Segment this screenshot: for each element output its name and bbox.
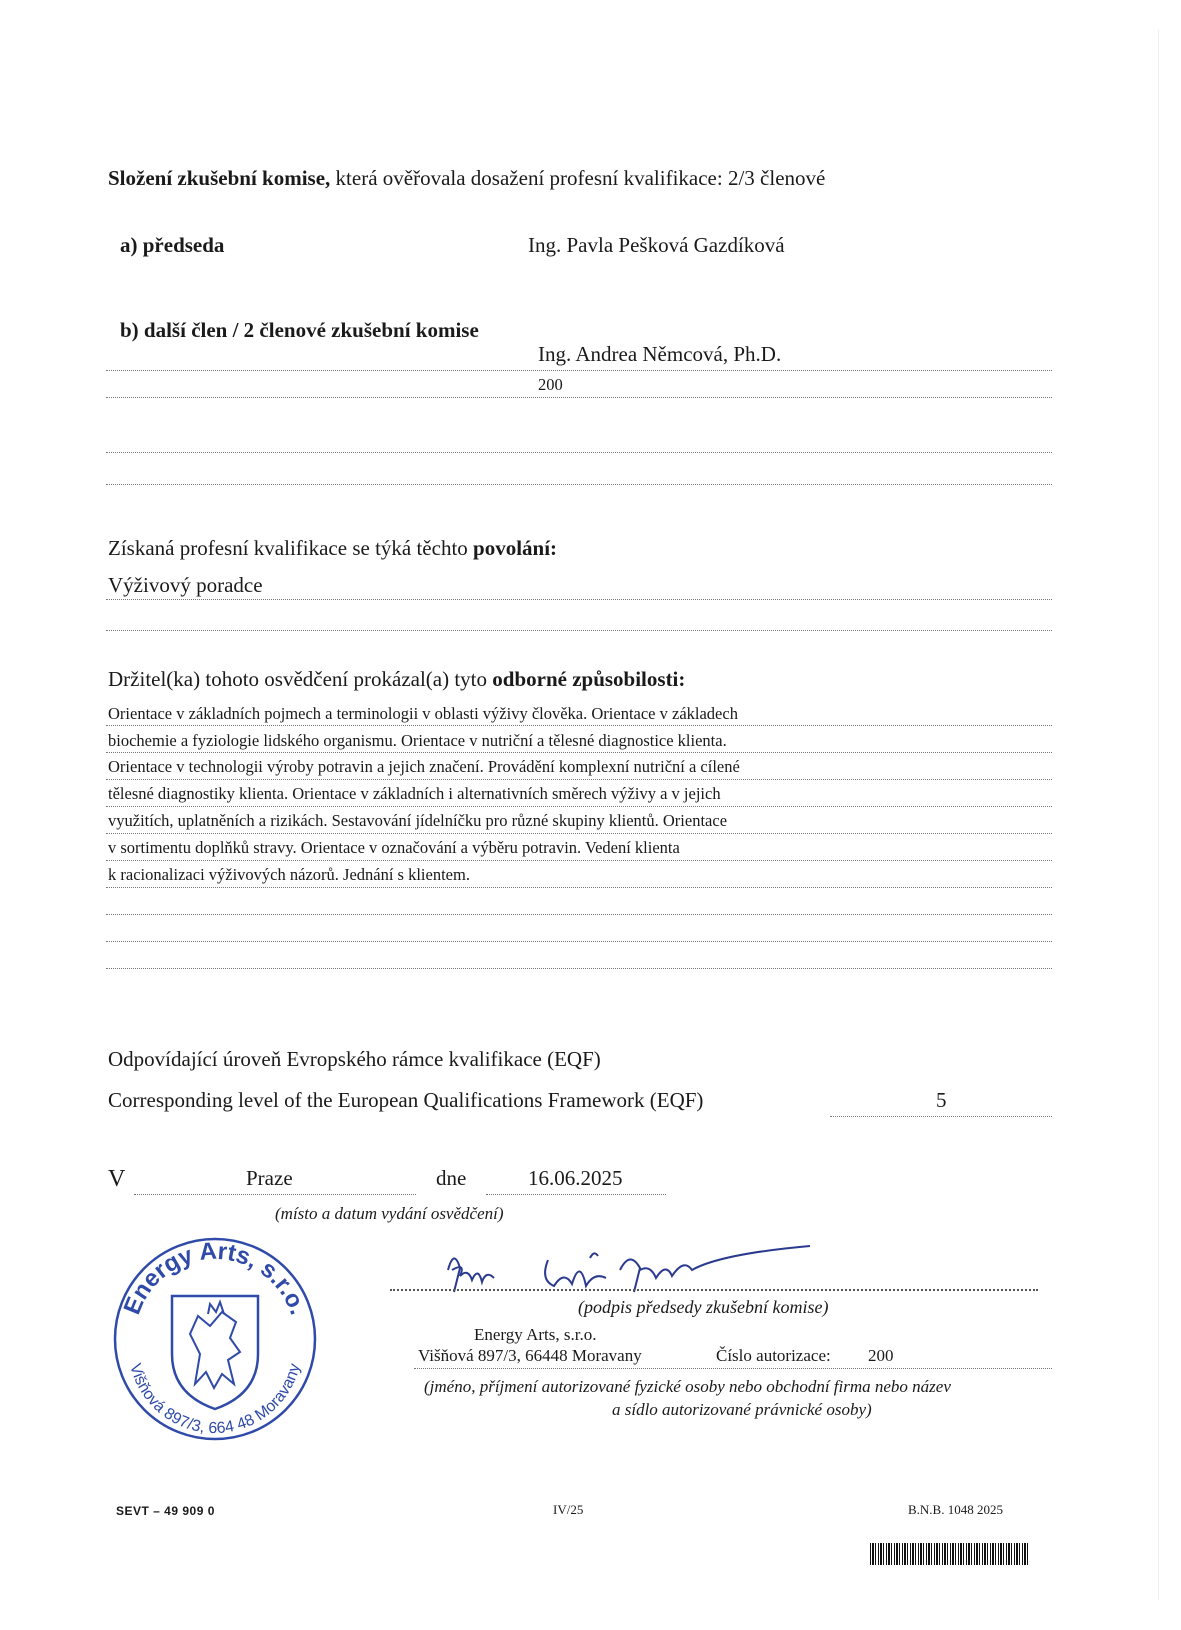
serial-barcode	[870, 1543, 1030, 1565]
authority-company: Energy Arts, s.r.o.	[474, 1325, 597, 1344]
competency-line-5: využitích, uplatněních a rizikách. Sestavování jídelníčku pro různé skupiny klientů. Orientace	[108, 811, 728, 830]
issue-caption: (místo a datum vydání osvědčení)	[275, 1204, 504, 1223]
authority-line	[414, 1368, 1052, 1369]
issue-place: Praze	[246, 1166, 293, 1190]
stamp-text-bottom: Višňová 897/3, 664 48 Moravany	[126, 1361, 304, 1438]
competency-rule-10	[106, 968, 1052, 969]
authority-caption-1: (jméno, příjmení autorizované fyzické osoby nebo obchodní firma nebo název	[424, 1377, 951, 1396]
authority-address: Višňová 897/3, 66448 Moravany	[418, 1346, 642, 1365]
commission-heading-bold: Složení zkušební komise,	[108, 166, 331, 190]
occupation-heading-plain: Získaná profesní kvalifikace se týká těchto	[108, 536, 474, 560]
stamp-lion-shield-icon	[172, 1296, 258, 1409]
occupation-heading	[108, 536, 557, 561]
commission-heading	[108, 166, 825, 191]
member-number: 200	[538, 375, 563, 394]
commission-heading-rest: která ověřovala dosažení profesní kvalifikace: 2/3 členové	[330, 166, 826, 190]
page-edge	[1158, 30, 1159, 1600]
competency-line-7: k racionalizaci výživových názorů. Jednání s klientem.	[108, 865, 470, 884]
occupation-line-1	[106, 599, 1052, 600]
competencies-heading	[108, 667, 685, 692]
competency-rule-8	[106, 914, 1052, 915]
chair-name: Ing. Pavla Pešková Gazdíková	[528, 233, 785, 257]
authority-caption-2: a sídlo autorizované právnické osoby)	[612, 1400, 872, 1419]
eqf-level: 5	[936, 1088, 947, 1112]
competency-rule-4	[106, 806, 1052, 807]
issue-dne-label: dne	[436, 1166, 467, 1190]
signature-caption: (podpis předsedy zkušební komise)	[578, 1297, 829, 1317]
company-stamp	[110, 1234, 320, 1444]
signature-line	[390, 1289, 1038, 1291]
competency-rule-7	[106, 887, 1052, 888]
competency-rule-3	[106, 779, 1052, 780]
eqf-line-cz: Odpovídající úroveň Evropského rámce kvalifikace (EQF)	[108, 1047, 601, 1071]
authority-number-label: Číslo autorizace:	[716, 1346, 831, 1365]
competency-line-2: biochemie a fyziologie lidského organismu. Orientace v nutriční a tělesné diagnostice klienta.	[108, 731, 727, 750]
competency-line-3: Orientace v technologii výroby potravin a jejich značení. Provádění komplexní nutriční a cílené	[108, 757, 740, 776]
occupation-heading-bold: povolání:	[473, 536, 558, 560]
member-line-2	[106, 397, 1052, 398]
eqf-line-en: Corresponding level of the European Qualifications Framework (EQF)	[108, 1088, 704, 1112]
competency-rule-9	[106, 941, 1052, 942]
authority-number: 200	[868, 1346, 894, 1365]
competency-line-1: Orientace v základních pojmech a terminologii v oblasti výživy člověka. Orientace v základech	[108, 704, 738, 723]
competency-rule-5	[106, 833, 1052, 834]
chair-signature	[430, 1240, 850, 1300]
stamp-text-top: Energy Arts, s.r.o.	[118, 1237, 312, 1319]
member-line-3	[106, 452, 1052, 453]
issue-date: 16.06.2025	[528, 1166, 623, 1190]
eqf-level-line	[830, 1116, 1052, 1117]
chair-label: a) předseda	[120, 233, 225, 257]
issue-date-line	[486, 1194, 666, 1195]
issue-place-line	[134, 1194, 416, 1195]
member-line-4	[106, 484, 1052, 485]
member-line-1	[106, 370, 1052, 371]
occupation-value: Výživový poradce	[108, 573, 263, 597]
competencies-heading-plain: Držitel(ka) tohoto osvědčení prokázal(a) tyto	[108, 667, 493, 691]
competency-line-4: tělesné diagnostiky klienta. Orientace v základních i alternativních směrech výživy a v jejich	[108, 784, 721, 803]
footer-serial: B.N.B. 1048 2025	[908, 1502, 1003, 1517]
competency-rule-2	[106, 752, 1052, 753]
competencies-heading-bold: odborné způsobilosti:	[492, 667, 686, 691]
footer-form-code: SEVT – 49 909 0	[116, 1504, 215, 1518]
competency-rule-1	[106, 725, 1052, 726]
competency-line-6: v sortimentu doplňků stravy. Orientace v označování a výběru potravin. Vedení klienta	[108, 838, 680, 857]
member-name: Ing. Andrea Němcová, Ph.D.	[538, 342, 782, 366]
members-label: b) další člen / 2 členové zkušební komise	[120, 318, 479, 342]
competency-rule-6	[106, 860, 1052, 861]
occupation-line-2	[106, 630, 1052, 631]
issue-v-label: V	[108, 1166, 126, 1192]
footer-version: IV/25	[553, 1502, 584, 1517]
